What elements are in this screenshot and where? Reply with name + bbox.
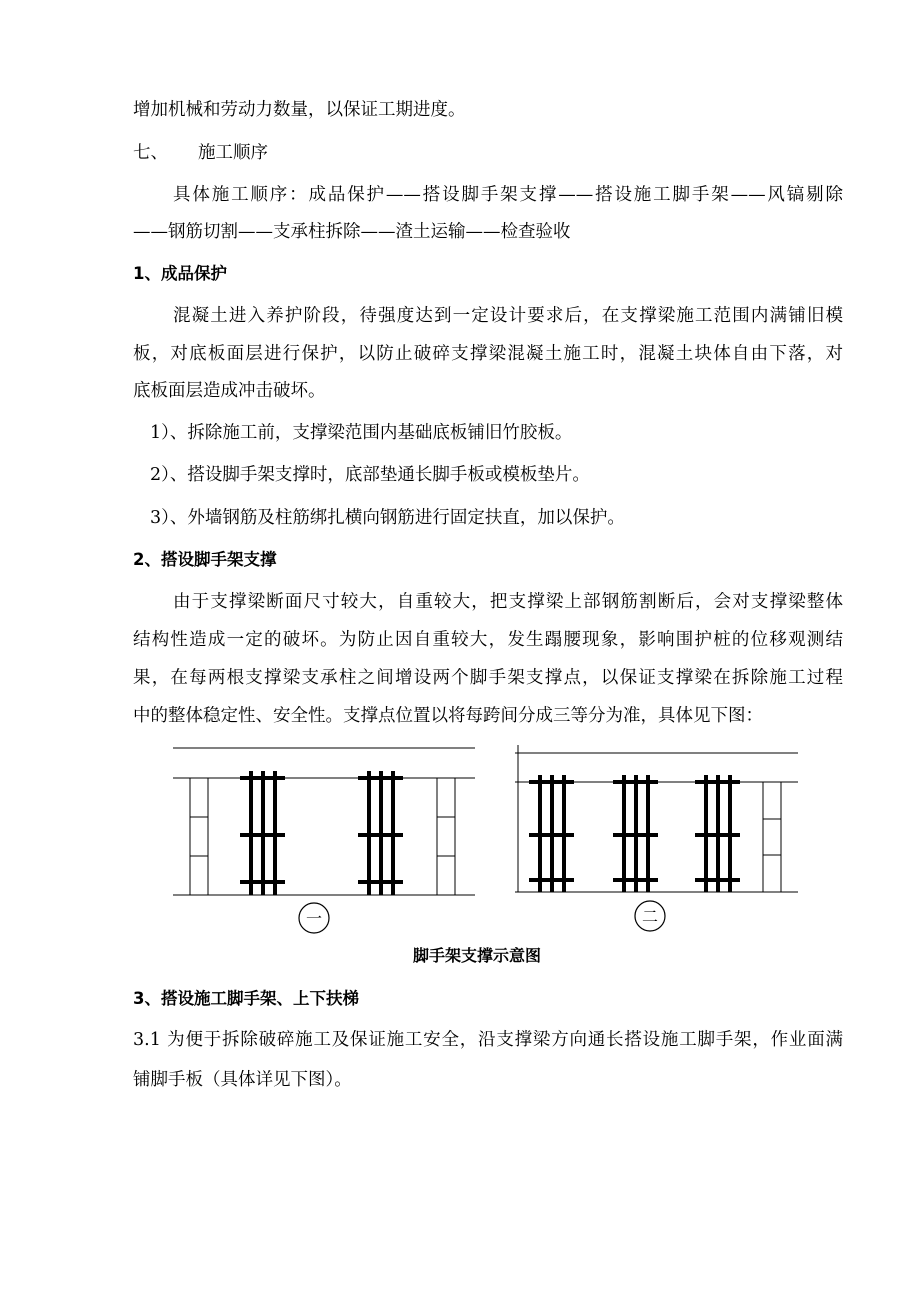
diagram-left — [173, 748, 475, 933]
heading-product-protection: 1、成品保护 — [133, 264, 227, 283]
heading-construction-scaffold: 3、搭设施工脚手架、上下扶梯 — [133, 989, 359, 1008]
construction-order-line-1: 具体施工顺序：成品保护——搭设脚手架支撑——搭设施工脚手架——风镐剔除 — [173, 185, 843, 205]
protection-paragraph-line-2: 板，对底板面层进行保护，以防止破碎支撑梁混凝土施工时，混凝土块体自由下落，对 — [133, 344, 843, 364]
heading-scaffold-support: 2、搭设脚手架支撑 — [133, 550, 277, 569]
section-7-title: 施工顺序 — [198, 143, 268, 163]
section-7-number: 七、 — [133, 143, 168, 163]
construction-order-line-2: ——钢筋切割——支承柱拆除——渣土运输——检查验收 — [133, 222, 571, 242]
protection-item-2: 2）、搭设脚手架支撑时，底部垫通长脚手板或模板垫片。 — [150, 465, 590, 485]
construction-scaffold-paragraph-line-1: 3.1 为便于拆除破碎施工及保证施工安全，沿支撑梁方向通长搭设施工脚手架，作业面满 — [133, 1030, 843, 1050]
protection-item-1: 1）、拆除施工前，支撑梁范围内基础底板铺旧竹胶板。 — [150, 423, 573, 443]
scaffold-paragraph-line-1: 由于支撑梁断面尺寸较大，自重较大，把支撑梁上部钢筋割断后，会对支撑梁整体 — [173, 592, 843, 612]
diagram-right — [515, 745, 798, 931]
diagram-label-right: 二 — [641, 907, 659, 926]
protection-paragraph-line-3: 底板面层造成冲击破坏。 — [133, 381, 326, 401]
scaffold-paragraph-line-2: 结构性造成一定的破坏。为防止因自重较大，发生蹋腰现象，影响围护桩的位移观测结 — [133, 630, 843, 650]
scaffold-paragraph-line-4: 中的整体稳定性、安全性。支撑点位置以将每跨间分成三等分为准，具体见下图： — [133, 706, 763, 726]
figure-caption: 脚手架支撑示意图 — [413, 946, 542, 965]
diagram-label-left: 一 — [305, 909, 323, 928]
construction-scaffold-paragraph-line-2: 铺脚手板（具体详见下图）。 — [133, 1070, 352, 1090]
protection-item-3: 3）、外墙钢筋及柱筋绑扎横向钢筋进行固定扶直，加以保护。 — [150, 508, 625, 528]
scaffold-paragraph-line-3: 果，在每两根支撑梁支承柱之间增设两个脚手架支撑点，以保证支撑梁在拆除施工过程 — [133, 668, 843, 688]
protection-paragraph-line-1: 混凝土进入养护阶段，待强度达到一定设计要求后，在支撑梁施工范围内满铺旧模 — [173, 306, 843, 326]
intro-paragraph: 增加机械和劳动力数量，以保证工期进度。 — [133, 100, 466, 120]
